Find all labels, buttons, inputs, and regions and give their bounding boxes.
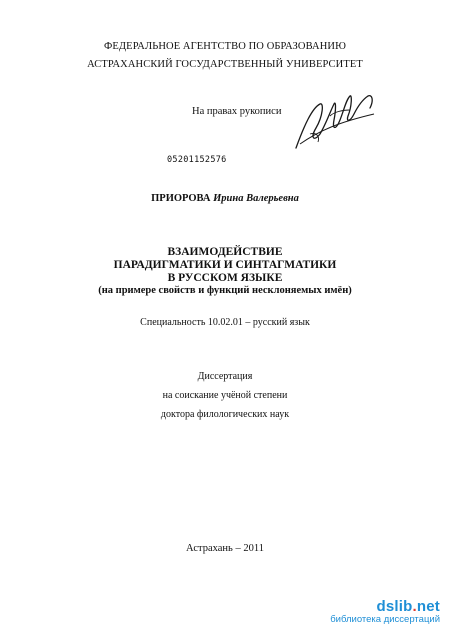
catalog-code: 05201152576: [167, 155, 227, 165]
degree-line-3: доктора филологических наук: [160, 409, 290, 420]
watermark-logo: [330, 598, 440, 615]
specialty: Специальность 10.02.01 – русский язык: [140, 317, 310, 328]
author-surname: ПРИОРОВА: [151, 193, 211, 204]
thesis-title-line-1: ВЗАИМОДЕЙСТВИЕ: [167, 246, 283, 258]
logo-tld: net: [416, 598, 440, 615]
university-name: АСТРАХАНСКИЙ ГОСУДАРСТВЕННЫЙ УНИВЕРСИТЕТ: [87, 59, 363, 70]
thesis-subtitle: (на примере свойств и функций несклоняемых имён): [98, 285, 352, 296]
logo-main: dslib: [376, 598, 413, 615]
dslib-watermark[interactable]: [330, 598, 440, 625]
author-name: [0, 193, 450, 204]
handwritten-signature: [290, 86, 380, 156]
degree-line-2: на соискание учёной степени: [162, 390, 288, 401]
thesis-title-line-3: В РУССКОМ ЯЗЫКЕ: [167, 272, 283, 284]
watermark-subtitle: библиотека диссертаций: [330, 614, 440, 625]
agency-name: ФЕДЕРАЛЬНОЕ АГЕНТСТВО ПО ОБРАЗОВАНИЮ: [104, 41, 346, 52]
degree-line-1: Диссертация: [197, 371, 253, 382]
manuscript-rights-note: На правах рукописи: [192, 106, 282, 117]
city-year: Астрахань – 2011: [186, 543, 264, 554]
author-given-name: Ирина Валерьевна: [213, 193, 299, 204]
logo-dot: .: [412, 598, 417, 615]
thesis-title-line-2: ПАРАДИГМАТИКИ И СИНТАГМАТИКИ: [113, 259, 337, 271]
